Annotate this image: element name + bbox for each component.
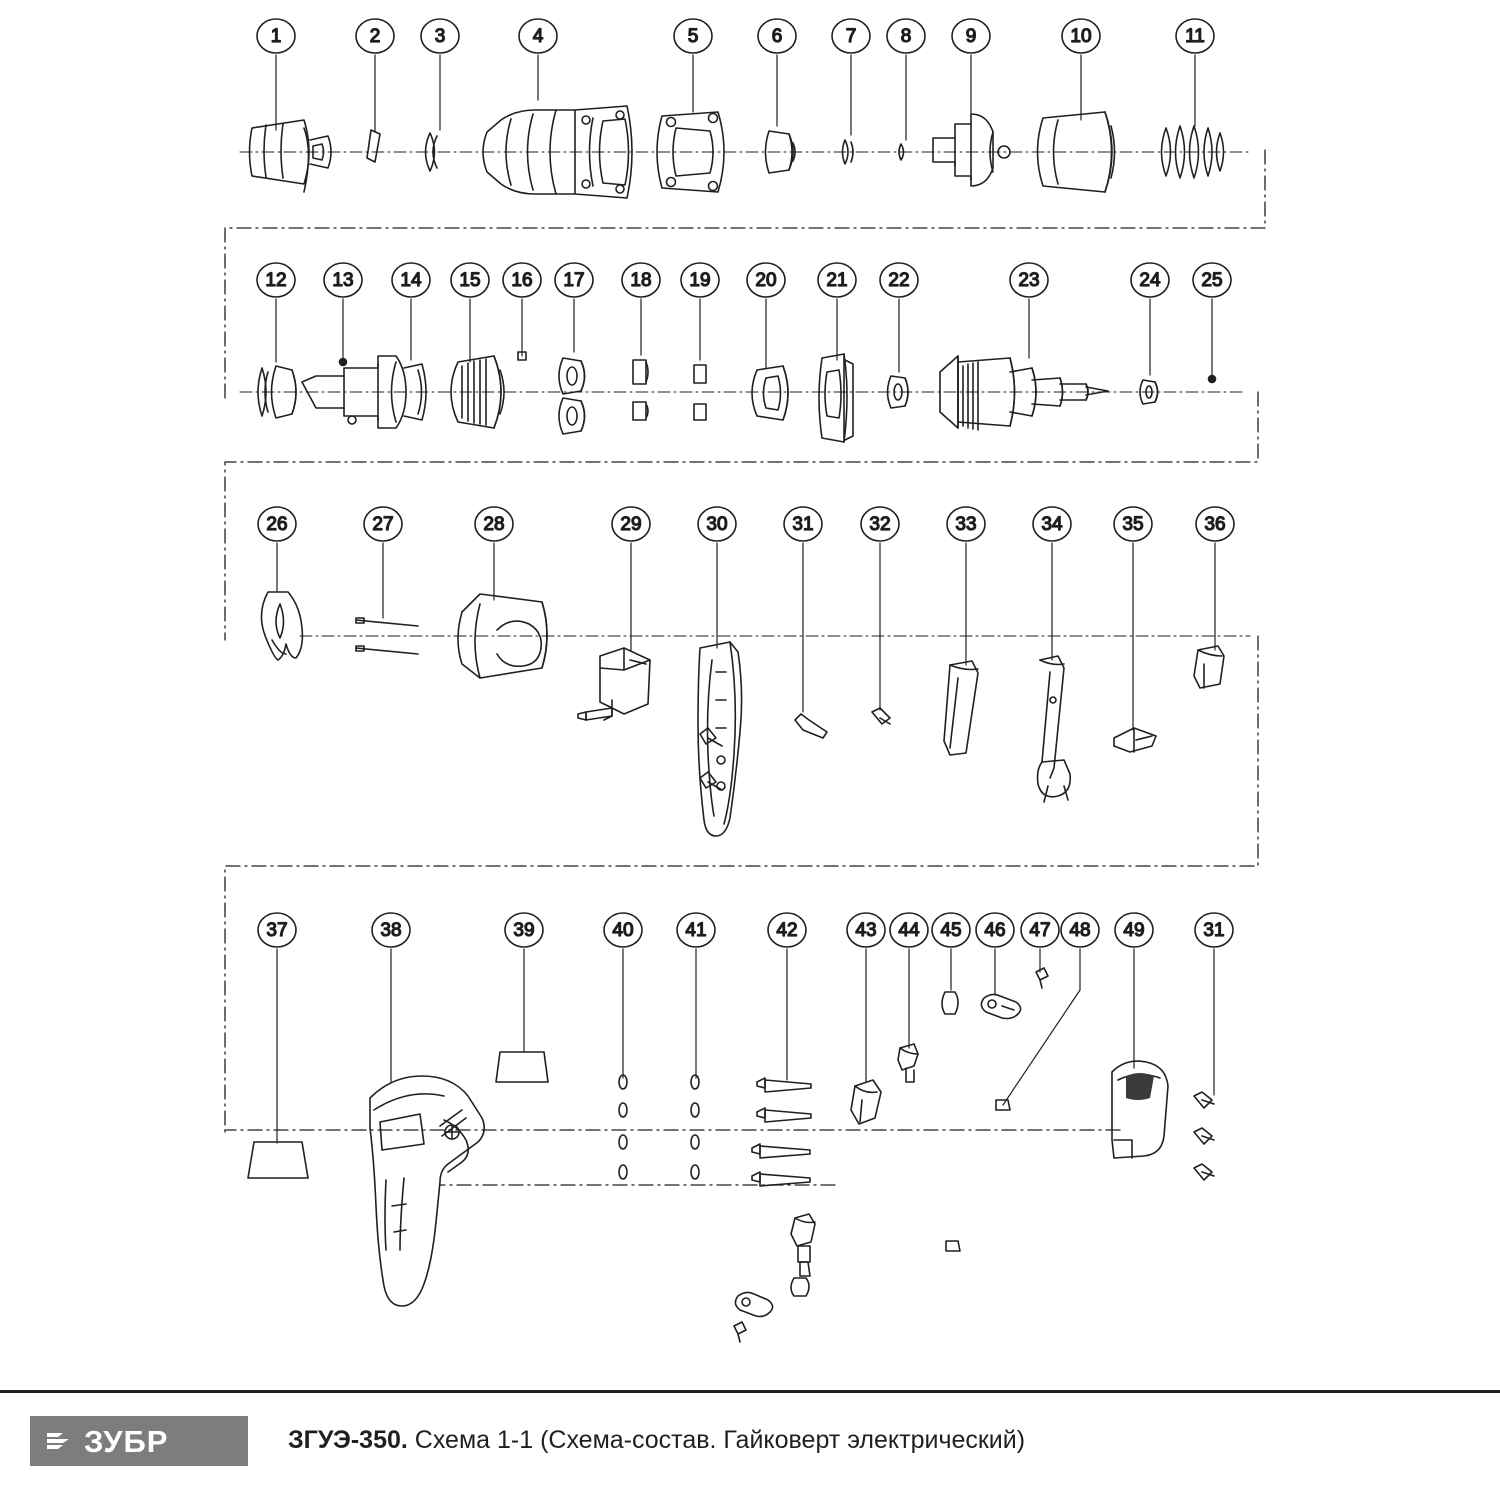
callout-number: 19: [689, 270, 711, 292]
callout-45-spring-small[interactable]: [932, 913, 970, 990]
callout-21-gearbox-plate[interactable]: [818, 263, 856, 360]
callout-5-flange-cover[interactable]: [674, 19, 712, 112]
callout-number: 44: [898, 920, 920, 942]
part-47-screw-tiny: [1036, 968, 1048, 988]
part-20-ring-gear: [752, 366, 788, 420]
part-26-brush-holder-bracket: [261, 592, 302, 660]
scheme-description: Схема 1-1 (Схема-состав. Гайковерт электрический): [414, 1426, 1026, 1454]
callout-19-roller-pair[interactable]: [681, 263, 719, 360]
zubr-arrow-icon: [44, 1426, 74, 1456]
callout-number: 9: [965, 26, 977, 48]
callout-number: 17: [563, 270, 585, 292]
callout-number: 27: [372, 514, 394, 536]
callout-16-pin-small[interactable]: [503, 263, 541, 356]
callout-29-switch[interactable]: [612, 507, 650, 650]
callout-4-gear-housing[interactable]: [519, 19, 557, 100]
callout-number: 29: [620, 514, 642, 536]
callout-number: 15: [459, 270, 481, 292]
part-14-hammer-spindle: [302, 356, 426, 428]
callout-26-brush-holder-bracket[interactable]: [258, 507, 296, 592]
callout-46-terminal-lug[interactable]: [976, 913, 1014, 995]
callout-number: 25: [1201, 270, 1223, 292]
callout-number: 13: [332, 270, 354, 292]
callout-number: 31: [792, 514, 814, 536]
callout-34-power-cord[interactable]: [1033, 507, 1071, 660]
callout-22-bearing[interactable]: [880, 263, 918, 372]
callout-40-washers-column[interactable]: [604, 913, 642, 1078]
part-44-carbon-brush: [898, 1044, 918, 1082]
callout-number: 2: [369, 26, 381, 48]
callout-44-carbon-brush[interactable]: [890, 913, 928, 1048]
part-34-power-cord: [1038, 656, 1071, 802]
brand-name: ЗУБР: [84, 1423, 169, 1459]
callout-23-armature-rotor[interactable]: [1010, 263, 1048, 358]
callout-number: 11: [1185, 26, 1205, 48]
callout-number: 23: [1018, 270, 1040, 292]
part-35-cable-clamp: [1114, 728, 1156, 752]
callout-number: 48: [1069, 920, 1091, 942]
callout-24-bearing-small[interactable]: [1131, 263, 1169, 375]
part-41-nuts-column: [691, 1075, 699, 1179]
callout-17-bearings-pair[interactable]: [555, 263, 593, 352]
callout-14-hammer-spindle[interactable]: [392, 263, 430, 360]
part-30-handle-half-left: [698, 642, 742, 836]
callout-number: 39: [513, 920, 535, 942]
part-37-nameplate: [248, 1142, 308, 1178]
callout-number: 32: [869, 514, 891, 536]
callout-number: 37: [266, 920, 288, 942]
callout-number: 12: [265, 270, 287, 292]
callout-41-nuts-column[interactable]: [677, 913, 715, 1078]
callout-number: 36: [1204, 514, 1226, 536]
callout-number: 28: [483, 514, 505, 536]
callout-number: 8: [900, 26, 912, 48]
callout-36-capacitor-block[interactable]: [1196, 507, 1234, 650]
callout-number: 31: [1203, 920, 1225, 942]
part-49-rear-cover: [1112, 1061, 1168, 1158]
diagram-footer: [0, 1390, 1500, 1500]
part-23-armature-rotor: [940, 356, 1108, 430]
callout-number: 14: [400, 270, 422, 292]
callout-number: 16: [511, 270, 533, 292]
part-46-terminal-lug: [981, 994, 1020, 1018]
callout-37-nameplate[interactable]: [258, 913, 296, 1143]
callout-20-ring-gear[interactable]: [747, 263, 785, 368]
callout-number: 7: [845, 26, 857, 48]
callout-33-cable-sleeve[interactable]: [947, 507, 985, 665]
callout-47-screw-tiny[interactable]: [1021, 913, 1059, 972]
callout-12-bearing-cage[interactable]: [257, 263, 295, 362]
callout-32-screw-short[interactable]: [861, 507, 899, 710]
part-17-bearings-pair: [559, 358, 585, 434]
callout-number: 42: [776, 920, 798, 942]
callout-number: 24: [1139, 270, 1161, 292]
model-code: ЗГУЭ-350.: [288, 1426, 408, 1454]
callout-leader: [1003, 949, 1080, 1105]
part-29-switch: [578, 648, 650, 720]
callout-number: 45: [940, 920, 962, 942]
part-2-pin: [367, 130, 380, 162]
callout-number: 26: [266, 514, 288, 536]
part-39-label: [496, 1052, 548, 1082]
callout-number: 5: [687, 26, 699, 48]
callout-38-housing-half-right[interactable]: [372, 913, 410, 1082]
callout-13-ball[interactable]: [324, 263, 362, 360]
callout-43-brush-cap[interactable]: [847, 913, 885, 1082]
part-33-cable-sleeve: [944, 661, 978, 755]
callout-7-washer[interactable]: [832, 19, 870, 135]
part-31-screw: [700, 714, 827, 790]
lower-brush-assembly-detail: [734, 1214, 960, 1342]
callout-number: 49: [1123, 920, 1145, 942]
callout-3-retaining-ring[interactable]: [421, 19, 459, 130]
callout-number: 1: [270, 26, 282, 48]
callout-10-impact-hammer-case[interactable]: [1062, 19, 1100, 120]
part-32-screw-short: [872, 708, 890, 724]
footer-divider: [0, 1390, 1500, 1393]
callout-number: 3: [434, 26, 446, 48]
callout-39-label[interactable]: [505, 913, 543, 1052]
group-frames: [225, 150, 1265, 1185]
part-36-capacitor-block: [1194, 646, 1224, 688]
callout-number: 43: [855, 920, 877, 942]
callout-42-bolts-column[interactable]: [768, 913, 806, 1080]
callout-number: 35: [1122, 514, 1144, 536]
callout-18-bush-pair[interactable]: [622, 263, 660, 355]
part-21-gearbox-plate: [819, 354, 853, 442]
part-45-spring-small: [942, 992, 958, 1014]
callout-number: 40: [612, 920, 634, 942]
callout-number: 38: [380, 920, 402, 942]
callout-15-gear-ring[interactable]: [451, 263, 489, 362]
callout-28-stator[interactable]: [475, 507, 513, 600]
callout-25-washer-tiny[interactable]: [1193, 263, 1231, 378]
callout-2-pin[interactable]: [356, 19, 394, 132]
part-38-housing-half-right: [370, 1076, 484, 1306]
callout-number: 47: [1029, 920, 1051, 942]
callout-8-small-washer[interactable]: [887, 19, 925, 140]
brand-logo: [30, 1416, 248, 1466]
callout-number: 22: [888, 270, 910, 292]
callout-number: 33: [955, 514, 977, 536]
callout-31-screw[interactable]: [1195, 913, 1233, 1095]
callout-27-long-screws[interactable]: [364, 507, 402, 618]
callout-30-handle-half-left[interactable]: [698, 507, 736, 648]
part-40-washers-column: [619, 1075, 627, 1179]
callout-31-screw[interactable]: [784, 507, 822, 712]
part-43-brush-cap: [851, 1080, 881, 1124]
callout-number: 46: [984, 920, 1006, 942]
callout-6-bushing[interactable]: [758, 19, 796, 126]
callout-number: 41: [685, 920, 707, 942]
callout-number: 20: [755, 270, 777, 292]
part-27-long-screws: [356, 618, 418, 654]
part-1-chuck-sleeve: [250, 120, 332, 192]
callout-11-spring-set[interactable]: [1176, 19, 1214, 126]
callout-number: 30: [706, 514, 728, 536]
callout-number: 21: [826, 270, 848, 292]
callout-9-anvil-shaft[interactable]: [952, 19, 990, 115]
callout-number: 10: [1070, 26, 1092, 48]
callout-number: 18: [630, 270, 652, 292]
callout-49-rear-cover[interactable]: [1115, 913, 1153, 1068]
callout-number: 34: [1041, 514, 1063, 536]
callout-number: 6: [771, 26, 783, 48]
diagram-caption: [288, 1426, 1025, 1455]
part-42-bolts-column: [752, 1078, 811, 1186]
callout-35-cable-clamp[interactable]: [1114, 507, 1152, 730]
callout-1-chuck-sleeve[interactable]: [257, 19, 295, 130]
part-31-screws-right: [1194, 1092, 1214, 1180]
callout-number: 4: [532, 26, 544, 48]
part-9-anvil-shaft: [933, 114, 1010, 186]
part-18-bush-pair: [633, 360, 648, 420]
